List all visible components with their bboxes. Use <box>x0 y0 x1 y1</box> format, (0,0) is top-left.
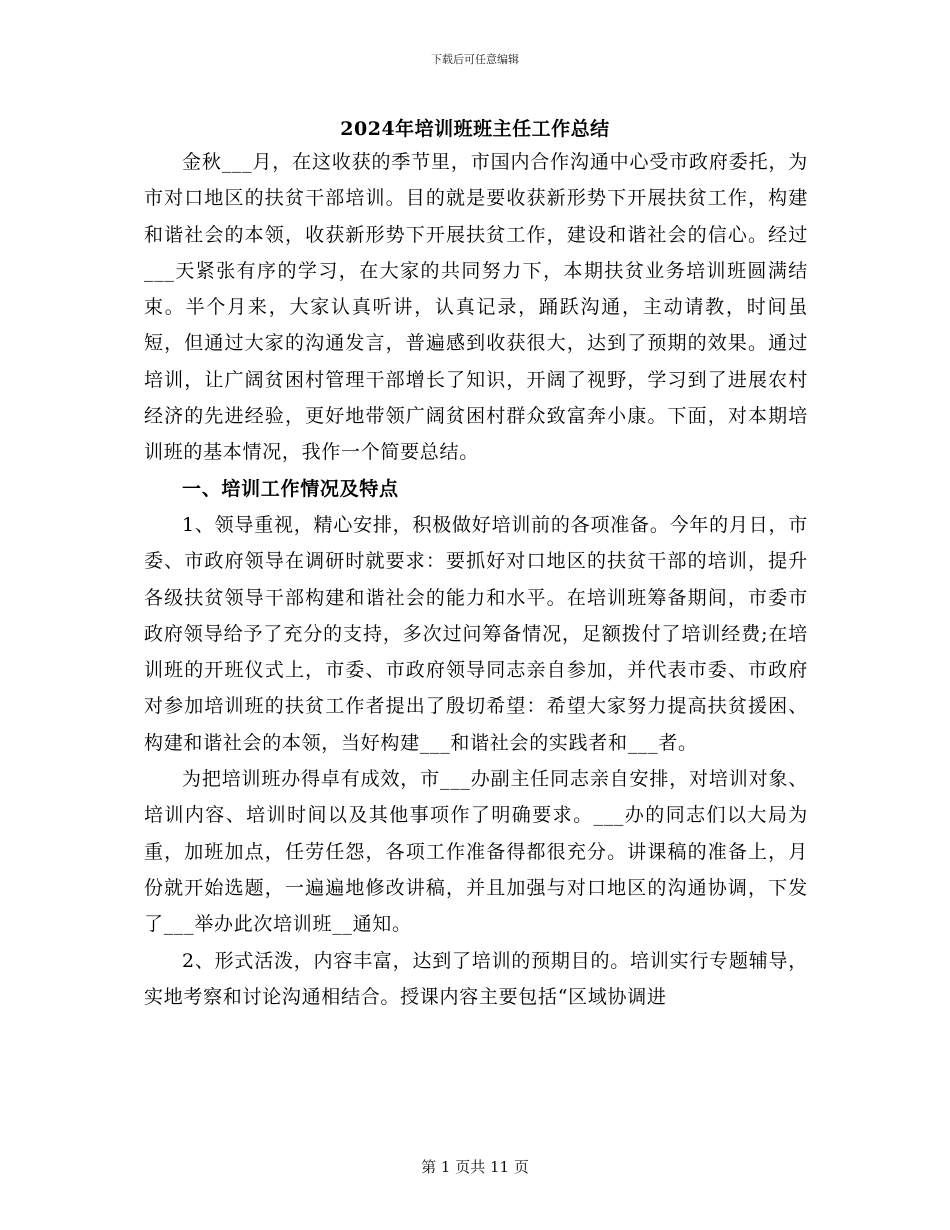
paragraph-leadership: 1、领导重视，精心安排，积极做好培训前的各项准备。今年的月日，市委、市政府领导在调研时就要求：要抓好对口地区的扶贫干部的培训，提升各级扶贫领导干部构建和谐社会的能力和水平。在培训班筹备期间，市委市政府领导给予了充分的支持，多次过问筹备情况，足额拨付了培训经费;在培训班的开班仪式上，市委、市政府领导同志亲自参加，并代表市委、市政府对参加培训班的扶贫工作者提出了殷切希望：希望大家努力提高扶贫援困、构建和谐社会的本领，当好构建___和谐社会的实践者和___者。 <box>144 513 808 754</box>
page-number: 第 1 页共 11 页 <box>421 1158 529 1176</box>
paragraph-intro: 金秋___月，在这收获的季节里，市国内合作沟通中心受市政府委托，为市对口地区的扶贫干部培训。目的就是要收获新形势下开展扶贫工作，构建和谐社会的本领，收获新形势下开展扶贫工作，建设和谐社会的信心。经过___天紧张有序的学习，在大家的共同努力下，本期扶贫业务培训班圆满结束。半个月来，大家认真听讲，认真记录，踊跃沟通，主动请教，时间虽短，但通过大家的沟通发言，普遍感到收获很大，达到了预期的效果。通过培训，让广阔贫困村管理干部增长了知识，开阔了视野，学习到了进展农村经济的先进经验，更好地带领广阔贫困村群众致富奔小康。下面，对本期培训班的基本情况，我作一个简要总结。 <box>144 151 808 464</box>
paragraph-preparation: 为把培训班办得卓有成效，市___办副主任同志亲自安排，对培训对象、培训内容、培训时间以及其他事项作了明确要求。___办的同志们以大局为重，加班加点，任劳任怨，各项工作准备得都很充分。讲课稿的准备上，月份就开始选题，一遍遍地修改讲稿，并且加强与对口地区的沟通协调，下发了___举办此次培训班__通知。 <box>144 768 808 936</box>
document-title: 2024年培训班班主任工作总结 <box>340 118 610 140</box>
section-heading: 一、培训工作情况及特点 <box>182 477 399 500</box>
paragraph-format: 2、形式活泼，内容丰富，达到了培训的预期目的。培训实行专题辅导，实地考察和讨论沟通相结合。授课内容主要包括“区域协调进 <box>144 949 808 1008</box>
document-body <box>144 144 808 1015</box>
header-note: 下载后可任意编辑 <box>431 53 519 66</box>
